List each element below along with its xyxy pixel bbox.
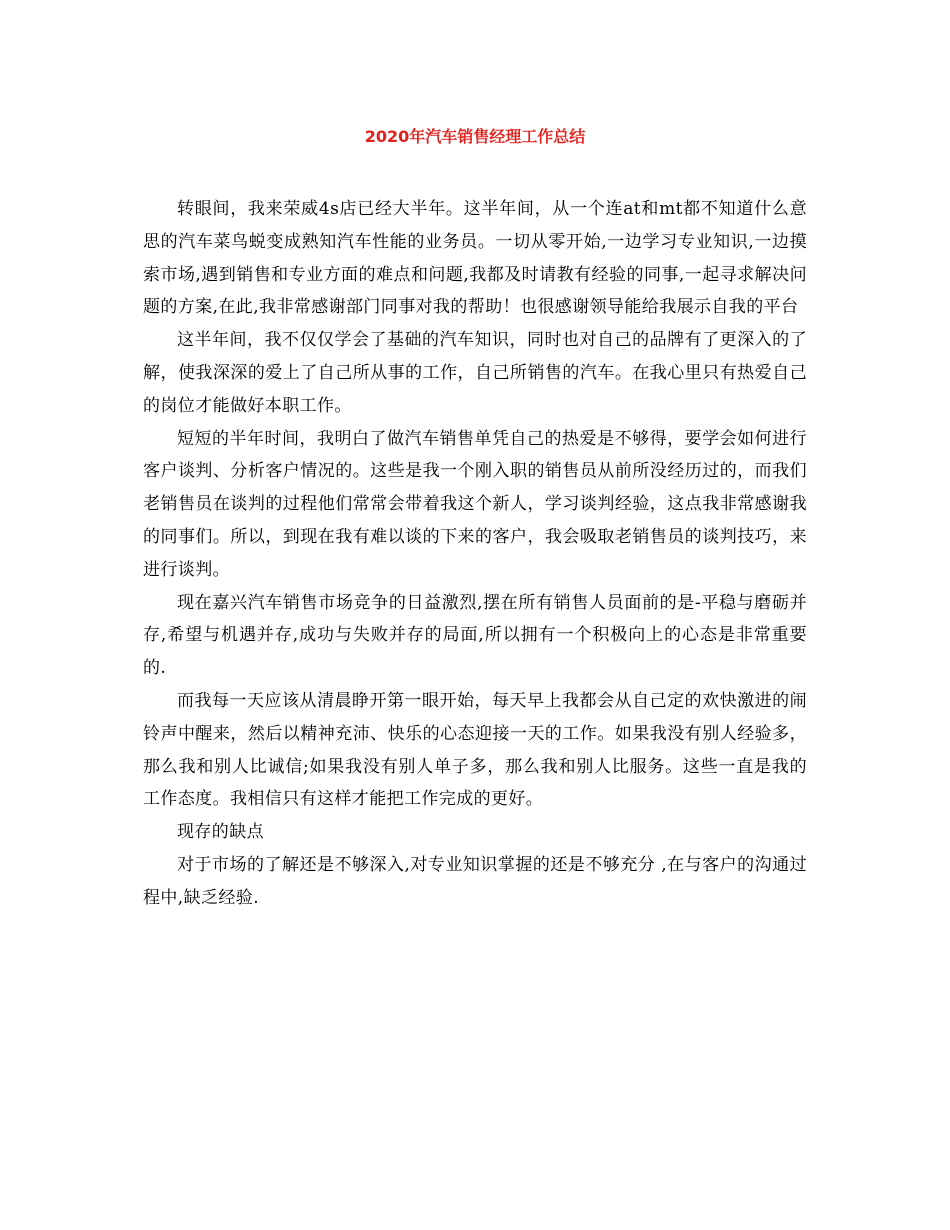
paragraph-market-competition: 现在嘉兴汽车销售市场竞争的日益激烈,摆在所有销售人员面前的是-平稳与磨砺并存,希望与机遇并存,成功与失败并存的局面,所以拥有一个积极向上的心态是非常重要的. (143, 592, 807, 679)
section-heading-shortcomings: 现存的缺点 (177, 822, 264, 843)
paragraph-brand-knowledge: 这半年间，我不仅仅学会了基础的汽车知识，同时也对自己的品牌有了更深入的了解，使我深深的爱上了自己所从事的工作，自己所销售的汽车。在我心里只有热爱自己的岗位才能做好本职工作。 (143, 330, 807, 416)
document-body (143, 193, 807, 915)
paragraph-work-attitude: 而我每一天应该从清晨睁开第一眼开始，每天早上我都会从自己定的欢快激进的闹铃声中醒来，然后以精神充沛、快乐的心态迎接一天的工作。如果我没有别人经验多，那么我和别人比诚信;如果我没有别人单子多，那么我和别人比服务。这些一直是我的工作态度。我相信只有这样才能把工作完成的更好。 (143, 690, 807, 810)
paragraph-negotiation: 短短的半年时间，我明白了做汽车销售单凭自己的热爱是不够得，要学会如何进行客户谈判、分析客户情况的。这些是我一个刚入职的销售员从前所没经历过的，而我们老销售员在谈判的过程他们常常会带着我这个新人，学习谈判经验，这点我非常感谢我的同事们。所以，到现在我有难以谈的下来的客户，我会吸取老销售员的谈判技巧，来进行谈判。 (143, 428, 807, 580)
paragraph-shortcomings: 对于市场的了解还是不够深入,对专业知识掌握的还是不够充分 ,在与客户的沟通过程中,缺乏经验. (143, 854, 807, 908)
paragraph-intro: 转眼间，我来荣威4s店已经大半年。这半年间，从一个连at和mt都不知道什么意思的汽车菜鸟蜕变成熟知汽车性能的业务员。一切从零开始,一边学习专业知识,一边摸索市场,遇到销售和专业方面的难点和问题,我都及时请教有经验的同事,一起寻求解决问题的方案,在此,我非常感谢部门同事对我的帮助！也很感谢领导能给我展示自我的平台 (143, 199, 807, 318)
document-title: 2020年汽车销售经理工作总结 (364, 127, 586, 146)
